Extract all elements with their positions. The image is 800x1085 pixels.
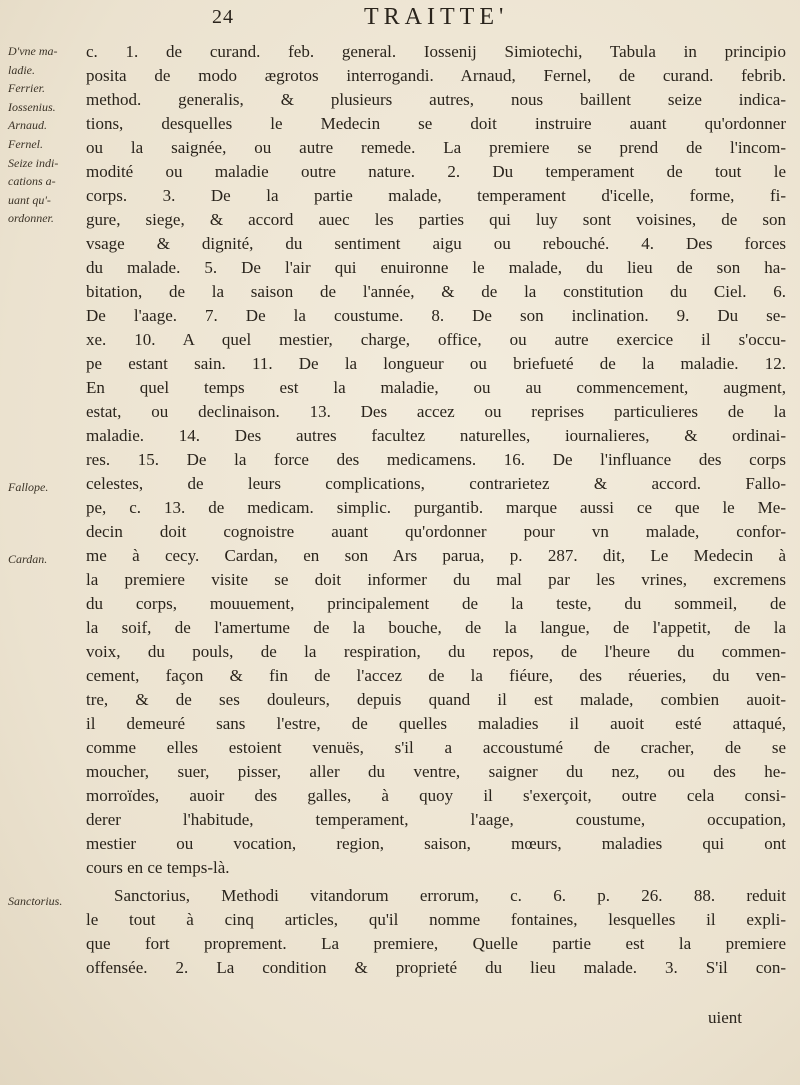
text-line: c. 1. de curand. feb. general. Iossenij Simiotechi, Tabula in principio bbox=[86, 42, 786, 61]
body-text bbox=[86, 40, 792, 1040]
margin-note-cardan: Cardan. bbox=[8, 552, 48, 566]
text-line: cours en ce temps-là. bbox=[86, 858, 230, 877]
text-line: cement, façon & fin de l'accez de la fiéure, des réueries, du ven- bbox=[86, 666, 786, 685]
text-line: morroïdes, auoir des galles, à quoy il s'exerçoit, outre cela consi- bbox=[86, 786, 786, 805]
text-line: method. generalis, & plusieurs autres, nous baillent seize indica- bbox=[86, 90, 786, 109]
text-line: posita de modo ægrotos interrogandi. Arnaud, Fernel, de curand. febrib. bbox=[86, 66, 786, 85]
text-line: En quel temps est la maladie, ou au commencement, augment, bbox=[86, 378, 786, 397]
text-line: pe estant sain. 11. De la longueur ou briefueté de la maladie. 12. bbox=[86, 354, 786, 373]
text-line: estat, ou declinaison. 13. Des accez ou reprises particulieres de la bbox=[86, 402, 786, 421]
text-line: du corps, mouuement, principalement de la teste, du sommeil, de bbox=[86, 594, 786, 613]
text-line: le tout à cinq articles, qu'il nomme fontaines, lesquelles il expli- bbox=[86, 910, 786, 929]
text-line: ou la saignée, ou autre remede. La premiere se prend de l'incom- bbox=[86, 138, 786, 157]
text-line: voix, du pouls, de la respiration, du repos, de l'heure du commen- bbox=[86, 642, 786, 661]
text-line: maladie. 14. Des autres facultez naturelles, iournalieres, & ordinai- bbox=[86, 426, 786, 445]
page-header bbox=[0, 6, 800, 36]
text-line: comme elles estoient venuës, s'il a accoustumé de cracher, de se bbox=[86, 738, 786, 757]
text-line: moucher, suer, pisser, aller du ventre, saigner du nez, ou des he- bbox=[86, 762, 786, 781]
running-title: TRAITTE' bbox=[364, 4, 509, 30]
text-line: res. 15. De la force des medicamens. 16. De l'influance des corps bbox=[86, 450, 786, 469]
text-line: tre, & de ses douleurs, depuis quand il est malade, combien auoit- bbox=[86, 690, 786, 709]
text-line: vsage & dignité, du sentiment aigu ou rebouché. 4. Des forces bbox=[86, 234, 786, 253]
margin-note-authorities: D'vne ma- ladie. Ferrier. Iossenius. Arnaud. Fernel. Seize indi- cations a- uant qu'- ordonner. bbox=[8, 44, 59, 226]
text-line: derer l'habitude, temperament, l'aage, coustume, occupation, bbox=[86, 810, 786, 829]
text-line: que fort proprement. La premiere, Quelle partie est la premiere bbox=[86, 934, 786, 953]
text-line: il demeuré sans l'estre, de quelles maladies il auoit esté attaqué, bbox=[86, 714, 786, 733]
margin-note-fallope: Fallope. bbox=[8, 480, 49, 494]
page-number: 24 bbox=[212, 6, 234, 28]
text-line: bitation, de la saison de l'année, & de la constitution du Ciel. 6. bbox=[86, 282, 786, 301]
text-line: mestier ou vocation, region, saison, mœurs, maladies qui ont bbox=[86, 834, 786, 853]
text-line: corps. 3. De la partie malade, temperament d'icelle, forme, fi- bbox=[86, 186, 786, 205]
margin-note-sanctorius: Sanctorius. bbox=[8, 894, 63, 908]
text-line: du malade. 5. De l'air qui enuironne le malade, du lieu de son ha- bbox=[86, 258, 786, 277]
catchword: uient bbox=[708, 1008, 742, 1027]
text-line: De l'aage. 7. De la coustume. 8. De son inclination. 9. Du se- bbox=[86, 306, 786, 325]
text-line: la soif, de l'amertume de la bouche, de la langue, de l'appetit, de la bbox=[86, 618, 786, 637]
text-line: offensée. 2. La condition & proprieté du lieu malade. 3. S'il con- bbox=[86, 958, 786, 977]
text-line: modité ou maladie outre nature. 2. Du temperament de tout le bbox=[86, 162, 786, 181]
text-line: gure, siege, & accord auec les parties qui luy sont voisines, de son bbox=[86, 210, 786, 229]
text-line: decin doit cognoistre auant qu'ordonner pour vn malade, confor- bbox=[86, 522, 786, 541]
text-line: tions, desquelles le Medecin se doit instruire auant qu'ordonner bbox=[86, 114, 786, 133]
margin-notes bbox=[8, 40, 80, 1040]
text-line: Sanctorius, Methodi vitandorum errorum, c. 6. p. 26. 88. reduit bbox=[114, 886, 786, 905]
text-line: celestes, de leurs complications, contrarietez & accord. Fallo- bbox=[86, 474, 786, 493]
text-line: pe, c. 13. de medicam. simplic. purgantib. marque aussi ce que le Me- bbox=[86, 498, 786, 517]
text-line: la premiere visite se doit informer du mal par les vrines, excremens bbox=[86, 570, 786, 589]
text-line: me à cecy. Cardan, en son Ars parua, p. 287. dit, Le Medecin à bbox=[86, 546, 786, 565]
text-line: xe. 10. A quel mestier, charge, office, ou autre exercice il s'occu- bbox=[86, 330, 786, 349]
